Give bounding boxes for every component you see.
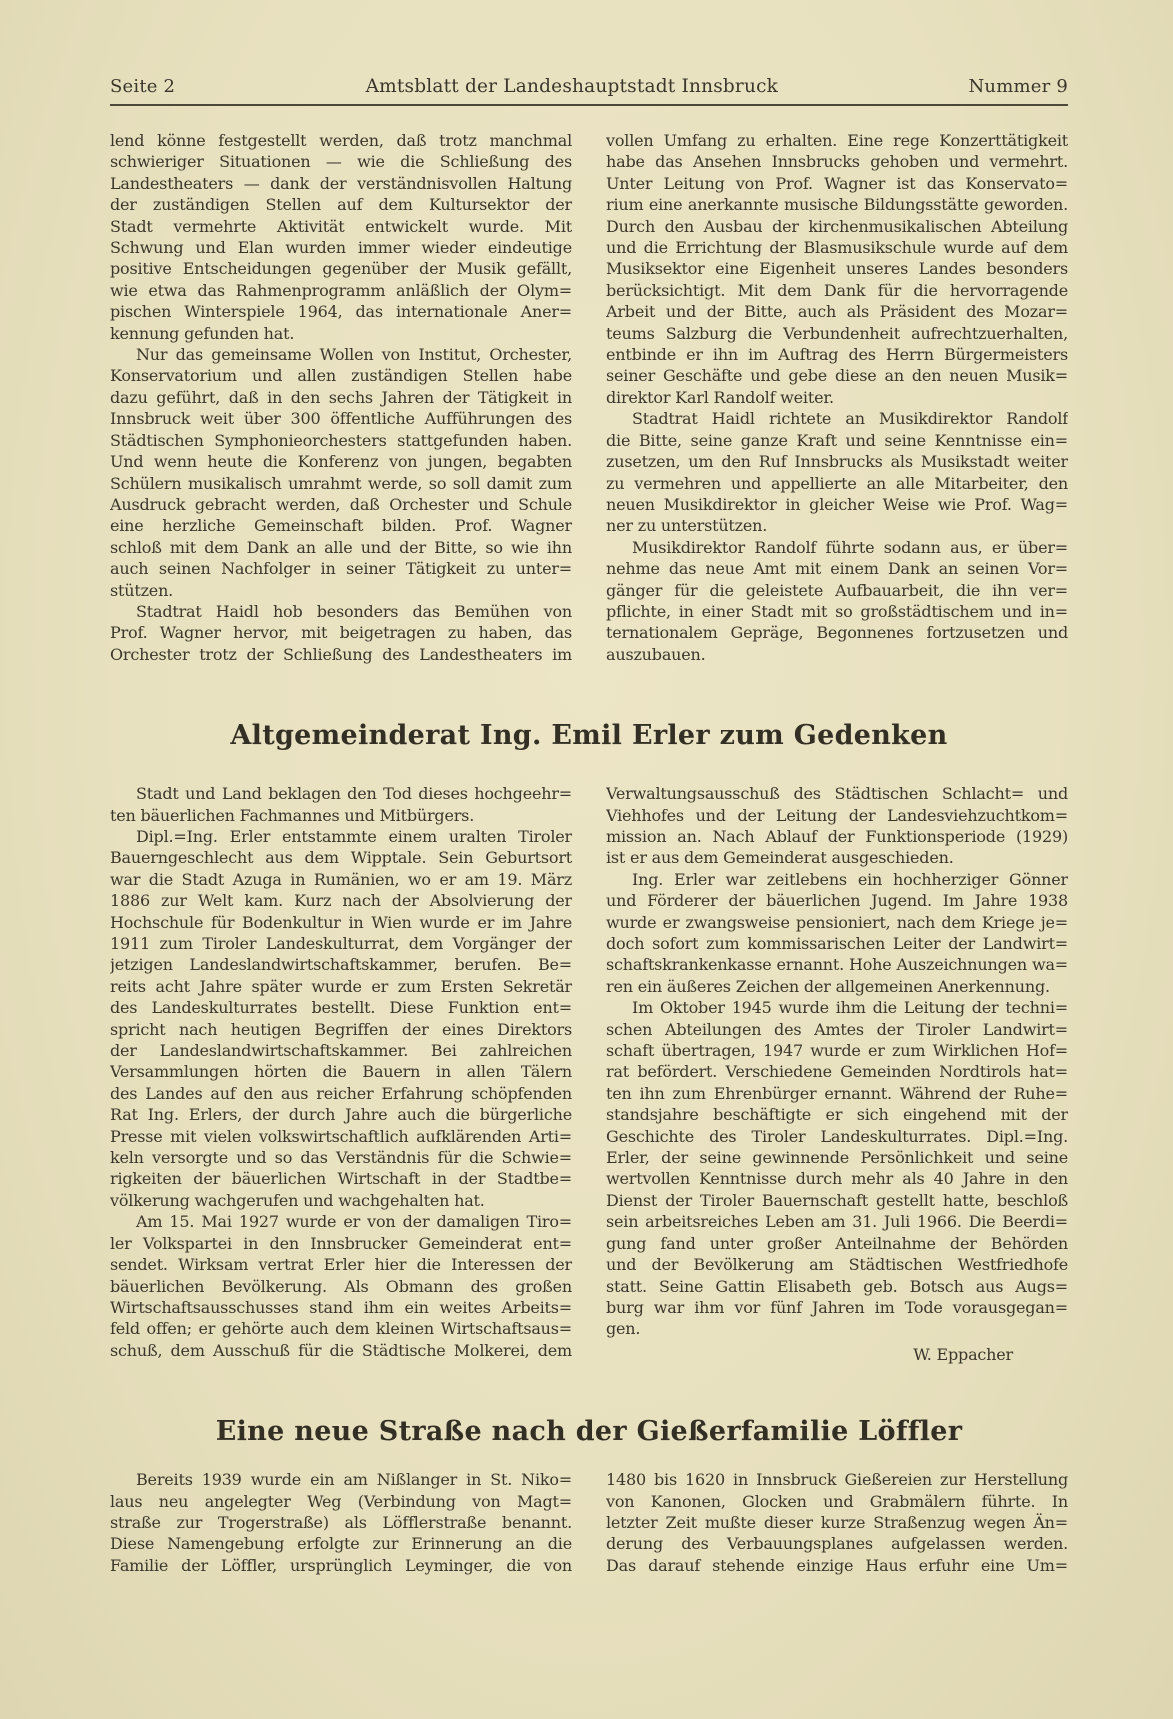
text-line: Wirtschaftsausschusses stand ihm ein weites Arbeits=: [110, 1297, 572, 1317]
text-line: schaft übertragen, 1947 wurde er zum Wirklichen Hof=: [606, 1041, 1068, 1061]
text-line: Presse mit vielen volkswirtschaftlich aufklärenden Arti=: [110, 1126, 572, 1146]
text-line: der Landeslandwirtschaftskammer. Bei zahlreichen: [110, 1041, 572, 1061]
text-line: Innsbruck weit über 300 öffentliche Aufführungen des: [110, 409, 572, 429]
text-line: ist er aus dem Gemeinderat ausgeschieden.: [606, 848, 954, 868]
text-line: völkerung wachgerufen und wachgehalten hat.: [110, 1190, 485, 1210]
text-line: Am 15. Mai 1927 wurde er von der damaligen Tiro=: [136, 1212, 572, 1232]
text-line: mission an. Nach Ablauf der Funktionsperiode (1929): [606, 826, 1068, 846]
text-line: Arbeit und der Bitte, auch als Präsident des Mozar=: [606, 302, 1068, 322]
text-line: Rat Ing. Erlers, der durch Jahre auch die bürgerliche: [110, 1105, 572, 1125]
text-line: bäuerlichen Bevölkerung. Als Obmann des großen: [110, 1276, 572, 1296]
text-line: ren ein äußeres Zeichen der allgemeinen Anerkennung.: [606, 976, 1050, 996]
text-line: laus neu angelegter Weg (Verbindung von Magt=: [110, 1491, 572, 1511]
text-line: Familie der Löffler, ursprünglich Leyminger, die von: [110, 1555, 572, 1575]
text-line: Versammlungen hörten die Bauern in allen Tälern: [110, 1062, 572, 1082]
text-line: Dienst der Tiroler Bauernschaft gestellt hatte, beschloß: [606, 1190, 1068, 1210]
text-line: der zuständigen Stellen auf dem Kultursektor der: [110, 195, 572, 215]
text-line: feld offen; er gehörte auch dem kleinen Wirtschaftsaus=: [110, 1319, 572, 1339]
masthead-rule: [110, 104, 1068, 106]
text-line: pischen Winterspiele 1964, das internationale Aner=: [110, 302, 572, 322]
text-line: wertvollen Kenntnisse durch mehr als 40 Jahre in den: [606, 1169, 1068, 1189]
text-line: standsjahre beschäftigte er sich eingehend mit der: [606, 1105, 1068, 1125]
text-line: Stadt vermehrte Aktivität entwickelt wurde. Mit: [110, 216, 572, 236]
column-right: [606, 130, 1068, 665]
text-line: Diese Namengebung erfolgte zur Erinnerung an die: [110, 1534, 572, 1554]
text-line: und die Errichtung der Blasmusikschule wurde auf dem: [606, 238, 1068, 258]
text-line: Viehhofes und der Leitung der Landesviehzuchtkom=: [606, 805, 1068, 825]
text-line: rat befördert. Verschiedene Gemeinden Nordtirols hat=: [606, 1062, 1068, 1082]
text-line: Ing. Erler war zeitlebens ein hochherziger Gönner: [632, 869, 1068, 889]
text-line: eine herzliche Gemeinschaft bilden. Prof. Wagner: [110, 516, 572, 536]
text-line: Musikdirektor Randolf führte sodann aus, er über=: [632, 537, 1068, 557]
text-line: Geschichte des Tiroler Landeskulturrates. Dipl.=Ing.: [606, 1126, 1068, 1146]
text-line: schloß mit dem Dank an alle und der Bitte, so wie ihn: [110, 537, 572, 557]
column-left: [110, 783, 572, 1365]
text-line: lend könne festgestellt werden, daß trotz manchmal: [110, 131, 572, 150]
text-line: schen Abteilungen des Amtes der Tiroler Landwirt=: [606, 1019, 1068, 1039]
text-line: sein arbeitsreiches Leben am 31. Juli 1966. Die Beerdi=: [606, 1212, 1068, 1232]
column-left: [110, 130, 572, 665]
text-line: nehme das neue Amt mit einem Dank an seinen Vor=: [606, 559, 1068, 579]
text-line: Verwaltungsausschuß des Städtischen Schlacht= und: [606, 784, 1068, 804]
text-line: Im Oktober 1945 wurde ihm die Leitung der techni=: [632, 998, 1068, 1018]
text-line: rigkeiten der bäuerlichen Wirtschaft in der Stadtbe=: [110, 1169, 572, 1189]
text-line: jetzigen Landeslandwirtschaftskammer, berufen. Be=: [110, 955, 572, 975]
text-line: Dipl.=Ing. Erler entstammte einem uralten Tiroler: [136, 826, 572, 846]
column-right: [606, 1469, 1068, 1576]
text-line: letzter Zeit mußte dieser kurze Straßenzug wegen Än=: [606, 1512, 1068, 1532]
text-line: schaftskrankenkasse ernannt. Hohe Auszeichnungen wa=: [606, 955, 1068, 975]
text-line: schwieriger Situationen — wie die Schließung des: [110, 152, 572, 172]
text-line: schuß, dem Ausschuß für die Städtische Molkerei, dem: [110, 1340, 572, 1360]
text-line: Stadtrat Haidl richtete an Musikdirektor Randolf: [632, 409, 1068, 429]
newspaper-title: Amtsblatt der Landeshauptstadt Innsbruck: [365, 76, 779, 97]
text-line: Städtischen Symphonieorchesters stattgefunden haben.: [110, 430, 572, 450]
text-line: habe das Ansehen Innsbrucks gehoben und vermehrt.: [606, 152, 1068, 172]
text-line: ten ihn zum Ehrenbürger ernannt. Während der Ruhe=: [606, 1083, 1068, 1103]
text-line: spricht nach heutigen Begriffen der eines Direktors: [110, 1019, 572, 1039]
text-line: gung fand unter großer Anteilnahme der Behörden: [606, 1233, 1068, 1253]
text-line: entbinde er ihn im Auftrag des Herrn Bürgermeisters: [606, 345, 1068, 365]
text-line: 1886 zur Welt kam. Kurz nach der Absolvierung der: [110, 891, 572, 911]
text-line: Erler, der seine gewinnende Persönlichkeit und seine: [606, 1148, 1068, 1168]
text-line: zu vermehren und appellierte an alle Mitarbeiter, den: [606, 473, 1068, 493]
text-line: Stadt und Land beklagen den Tod dieses hochgeehr=: [136, 784, 572, 804]
text-line: berücksichtigt. Mit dem Dank für die hervorragende: [606, 280, 1068, 300]
text-line: dazu geführt, daß in den sechs Jahren der Tätigkeit in: [110, 387, 572, 407]
text-line: rium eine anerkannte musische Bildungsstätte geworden.: [606, 195, 1068, 215]
text-line: seiner Geschäfte und gebe diese an den neuen Musik=: [606, 366, 1068, 386]
text-line: Schwung und Elan wurden immer wieder eindeutige: [110, 238, 572, 258]
text-line: ternationalem Gepräge, Begonnenes fortzusetzen und: [606, 623, 1068, 643]
article-section-erler-obituary: [110, 717, 1068, 1365]
text-line: und Förderer der bäuerlichen Jugend. Im Jahre 1938: [606, 891, 1068, 911]
text-line: Hochschule für Bodenkultur in Wien wurde er im Jahre: [110, 912, 572, 932]
text-line: gen.: [606, 1319, 641, 1339]
text-line: positive Entscheidungen gegenüber der Musik gefällt,: [110, 259, 572, 279]
text-line: des Landes auf den aus reicher Erfahrung schöpfenden: [110, 1083, 572, 1103]
text-line: stützen.: [110, 580, 174, 600]
text-line: auszubauen.: [606, 644, 706, 664]
signature: W. Eppacher: [913, 1344, 1013, 1364]
text-line: vollen Umfang zu erhalten. Eine rege Konzerttätigkeit: [606, 131, 1068, 150]
article-headline: Altgemeinderat Ing. Emil Erler zum Gedenken: [230, 720, 948, 752]
text-line: ler Volkspartei in den Innsbrucker Gemeinderat ent=: [110, 1233, 572, 1253]
text-line: sendet. Wirksam vertrat Erler hier die Interessen der: [110, 1255, 572, 1275]
column-right: [606, 783, 1068, 1365]
page-number-label: Seite 2: [110, 76, 176, 97]
text-line: des Landeskulturrates bestellt. Diese Funktion ent=: [110, 998, 572, 1018]
text-line: kennung gefunden hat.: [110, 323, 295, 343]
text-line: ner zu unterstützen.: [606, 516, 768, 536]
text-line: Durch den Ausbau der kirchenmusikalischen Abteilung: [606, 216, 1068, 236]
issue-number-label: Nummer 9: [968, 76, 1068, 97]
text-line: keln versorgte und so das Verständnis für die Schwie=: [110, 1148, 572, 1168]
text-line: die Bitte, seine ganze Kraft und seine Kenntnisse ein=: [606, 430, 1068, 450]
text-line: wie etwa das Rahmenprogramm anläßlich der Olym=: [110, 280, 572, 300]
article-headline: Eine neue Straße nach der Gießerfamilie Löffler: [215, 1416, 963, 1448]
text-line: Schülern musikalisch umrahmt werde, so soll damit zum: [110, 473, 572, 493]
text-line: straße zur Trogerstraße) als Löfflerstraße benannt.: [110, 1512, 572, 1532]
masthead: [110, 76, 1068, 97]
text-line: statt. Seine Gattin Elisabeth geb. Botsch aus Augs=: [606, 1276, 1068, 1296]
text-line: Bauerngeschlecht aus dem Wipptale. Sein Geburtsort: [110, 848, 572, 868]
text-line: Ausdruck gebracht werden, daß Orchester und Schule: [110, 494, 572, 514]
text-line: Und wenn heute die Konferenz von jungen, begabten: [110, 452, 572, 472]
text-line: war die Stadt Azuga in Rumänien, wo er am 19. März: [110, 869, 572, 889]
article-section-continuation: [110, 130, 1068, 665]
text-line: von Kanonen, Glocken und Grabmälern führte. In: [606, 1491, 1068, 1511]
text-line: zusetzen, um den Ruf Innsbrucks als Musikstadt weiter: [606, 452, 1068, 472]
text-line: doch sofort zum kommissarischen Leiter der Landwirt=: [606, 934, 1068, 953]
text-line: direktor Karl Randolf weiter.: [606, 387, 834, 407]
text-line: Landestheaters — dank der verständnisvollen Haltung: [110, 173, 572, 193]
text-line: teums Salzburg die Verbundenheit aufrechtzuerhalten,: [606, 323, 1068, 343]
text-line: pflichte, in einer Stadt mit so großstädtischem und in=: [606, 601, 1068, 621]
article-section-loeffler-street: [110, 1413, 1068, 1576]
text-line: und der Bevölkerung am Städtischen Westfriedhofe: [606, 1255, 1068, 1275]
text-line: Nur das gemeinsame Wollen von Institut, Orchester,: [136, 345, 572, 365]
text-line: Konservatorium und allen zuständigen Stellen habe: [110, 366, 572, 386]
column-left: [110, 1469, 572, 1576]
text-line: Das darauf stehende einzige Haus erfuhr eine Um=: [606, 1555, 1068, 1575]
text-line: auch seinen Nachfolger in seiner Tätigkeit zu unter=: [110, 559, 572, 579]
text-line: gänger für die geleistete Aufbauarbeit, die ihn ver=: [606, 580, 1068, 600]
text-line: ten bäuerlichen Fachmannes und Mitbürgers.: [110, 805, 475, 825]
text-line: wurde er zwangsweise pensioniert, nach dem Kriege je=: [606, 912, 1068, 932]
text-line: 1911 zum Tiroler Landeskulturrat, dem Vorgänger der: [110, 934, 572, 953]
text-line: derung des Verbauungsplanes aufgelassen werden.: [606, 1534, 1068, 1554]
text-line: burg war ihm vor fünf Jahren im Tode vorausgegan=: [606, 1297, 1068, 1317]
text-line: Unter Leitung von Prof. Wagner ist das Konservato=: [606, 173, 1068, 193]
text-line: Bereits 1939 wurde ein am Nißlanger in St. Niko=: [136, 1470, 572, 1490]
text-line: Prof. Wagner hervor, mit beigetragen zu haben, das: [110, 623, 572, 643]
text-line: Orchester trotz der Schließung des Landestheaters im: [110, 644, 572, 664]
text-line: 1480 bis 1620 in Innsbruck Gießereien zur Herstellung: [606, 1470, 1068, 1490]
text-line: Musiksektor eine Eigenheit unseres Landes besonders: [606, 259, 1068, 279]
text-line: Stadtrat Haidl hob besonders das Bemühen von: [136, 601, 572, 621]
text-line: neuen Musikdirektor in gleicher Weise wie Prof. Wag=: [606, 494, 1068, 514]
text-line: reits acht Jahre später wurde er zum Ersten Sekretär: [110, 976, 572, 996]
